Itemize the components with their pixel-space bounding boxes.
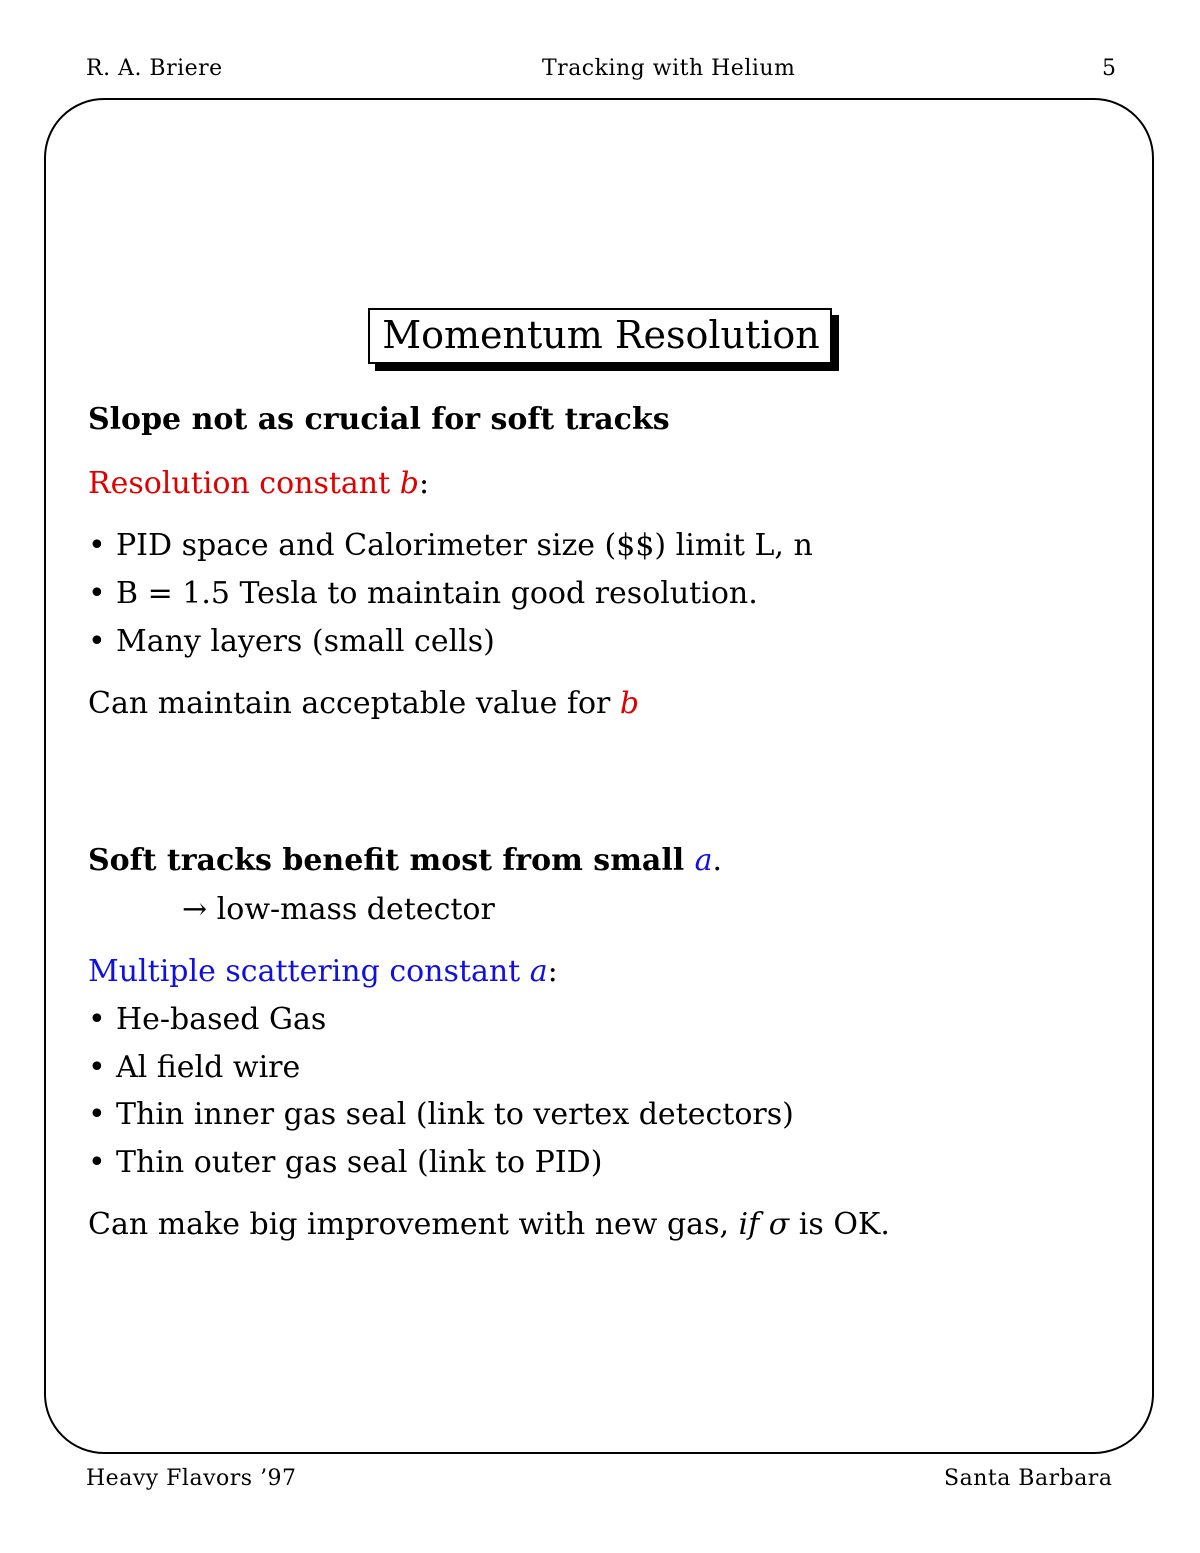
bullet-outer-seal-text: Thin outer gas seal (link to PID) (116, 1145, 603, 1180)
ms-constant-label (88, 954, 558, 989)
conclusion-b (88, 686, 639, 721)
resolution-constant-var: b (399, 466, 419, 501)
bullet-pid-text: PID space and Calorimeter size ($$) limit L, n (116, 528, 813, 563)
ms-constant-text: Multiple scattering constant (88, 954, 530, 989)
ms-colon: : (547, 954, 558, 989)
bullet-al-text: Al field wire (116, 1050, 301, 1085)
bullet-outer-seal: • Thin outer gas seal (link to PID) (88, 1145, 603, 1180)
bullet-inner-seal-text: Thin inner gas seal (link to vertex detectors) (116, 1097, 794, 1132)
heading-soft-tracks-text: Soft tracks benefit most from small (88, 843, 695, 878)
resolution-constant-text: Resolution constant (88, 466, 400, 501)
header-author: R. A. Briere (86, 56, 223, 81)
resolution-colon: : (418, 466, 430, 501)
title-wrap (0, 308, 1200, 364)
bullet-layers-text: Many layers (small cells) (116, 624, 495, 659)
heading-slope: Slope not as crucial for soft tracks (88, 402, 670, 437)
arrow-low-mass: → low-mass detector (182, 892, 495, 927)
heading-soft-tracks (88, 843, 722, 878)
heading-soft-tracks-end: . (712, 843, 723, 878)
resolution-constant-label (88, 466, 429, 501)
footer-location: Santa Barbara (944, 1466, 1113, 1491)
page-number: 5 (1102, 56, 1117, 81)
slide-frame (44, 98, 1154, 1454)
header-title: Tracking with Helium (542, 56, 796, 81)
heading-soft-tracks-var: a (694, 843, 713, 878)
conclusion-gas (88, 1207, 890, 1242)
bullet-layers: • Many layers (small cells) (88, 624, 495, 659)
conclusion-gas-end: is OK. (789, 1207, 890, 1242)
bullet-he: • He-based Gas (88, 1002, 327, 1037)
footer-conference: Heavy Flavors ’97 (86, 1466, 297, 1491)
ms-constant-var: a (529, 954, 548, 989)
conclusion-b-var: b (619, 686, 640, 721)
bullet-al: • Al field wire (88, 1050, 301, 1085)
bullet-pid: • PID space and Calorimeter size ($$) limit L, n (88, 528, 813, 563)
conclusion-b-text: Can maintain acceptable value for (88, 686, 620, 721)
conclusion-gas-sigma: σ (759, 1207, 790, 1242)
bullet-field: • B = 1.5 Tesla to maintain good resolution. (88, 576, 758, 611)
conclusion-gas-text: Can make big improvement with new gas, (88, 1207, 739, 1242)
bullet-inner-seal: • Thin inner gas seal (link to vertex detectors) (88, 1097, 794, 1132)
conclusion-gas-if: if (738, 1207, 760, 1242)
slide-title: Momentum Resolution (368, 308, 832, 364)
bullet-he-text: He-based Gas (116, 1002, 327, 1037)
bullet-field-text: B = 1.5 Tesla to maintain good resolution. (116, 576, 758, 611)
